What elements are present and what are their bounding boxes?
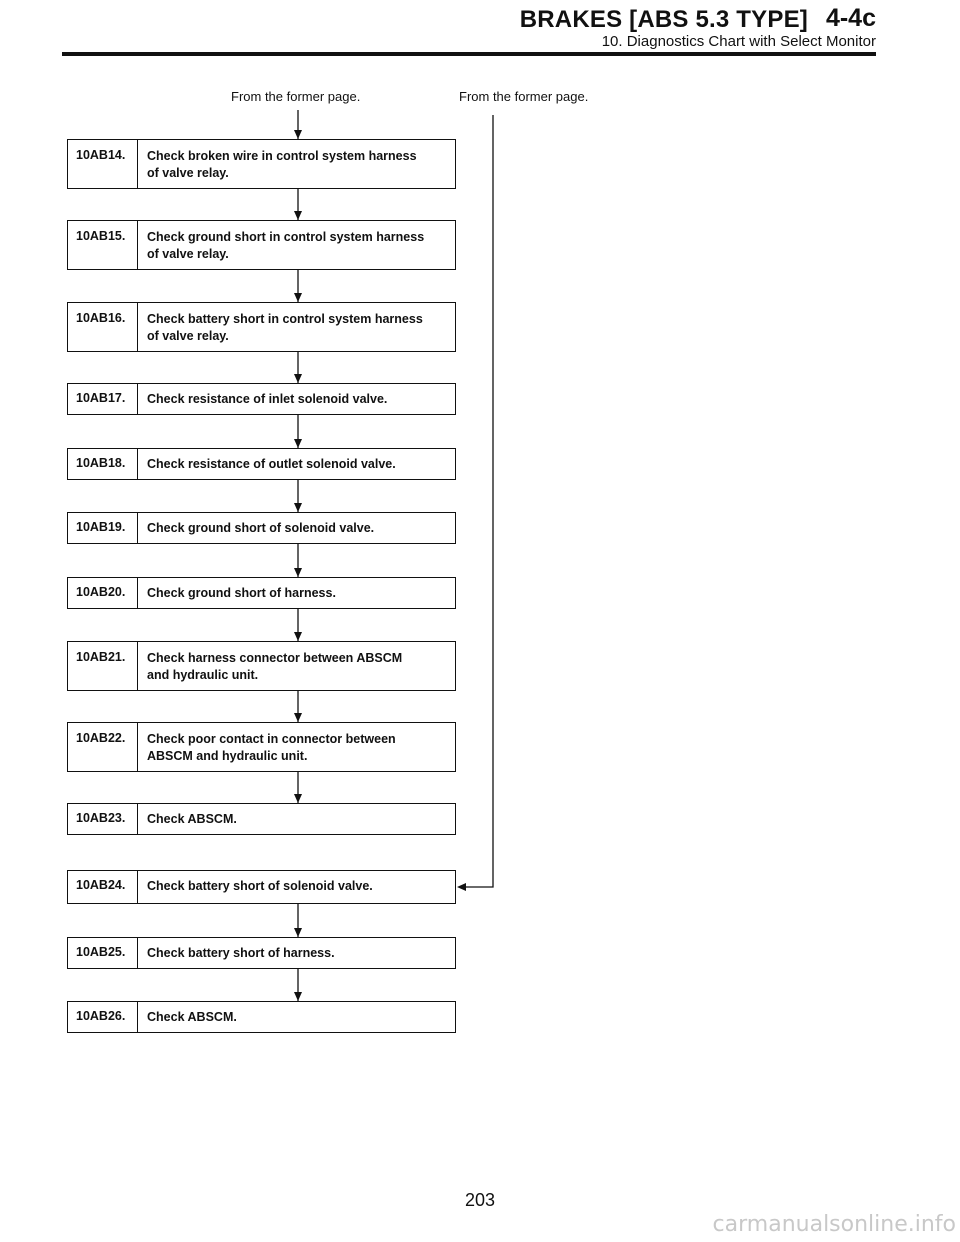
step-text-line: of valve relay.: [147, 247, 229, 261]
step-text-line: Check ground short of harness.: [147, 586, 336, 600]
step-box: [67, 722, 456, 772]
step-text: [147, 585, 449, 602]
step-box: [67, 870, 456, 904]
step-id: 10AB24.: [68, 871, 138, 903]
step-text: [147, 878, 449, 895]
step-id: 10AB18.: [68, 449, 138, 479]
step-box: [67, 383, 456, 415]
step-text-line: Check battery short of harness.: [147, 946, 335, 960]
step-text-line: ABSCM and hydraulic unit.: [147, 749, 308, 763]
step-box: [67, 512, 456, 544]
step-id: 10AB15.: [68, 221, 138, 269]
section-title: BRAKES [ABS 5.3 TYPE]: [519, 6, 808, 33]
step-text-line: Check ABSCM.: [147, 1010, 237, 1024]
step-text: [147, 945, 449, 962]
step-id: 10AB22.: [68, 723, 138, 771]
page-number: 203: [464, 1190, 496, 1210]
step-id: 10AB17.: [68, 384, 138, 414]
bypass-arrowhead: [457, 883, 466, 891]
step-box: [67, 641, 456, 691]
step-id: 10AB16.: [68, 303, 138, 351]
step-text-line: Check ABSCM.: [147, 812, 237, 826]
step-text-line: Check broken wire in control system harness: [147, 149, 417, 163]
step-id: 10AB26.: [68, 1002, 138, 1032]
step-box: [67, 139, 456, 189]
step-text-line: Check resistance of outlet solenoid valve.: [147, 457, 396, 471]
step-text-line: Check ground short of solenoid valve.: [147, 521, 375, 535]
watermark: carmanualsonline.info: [712, 1212, 956, 1237]
step-text-line: Check poor contact in connector between: [147, 732, 396, 746]
step-text-line: Check battery short of solenoid valve.: [147, 879, 373, 893]
step-text: [147, 731, 449, 765]
step-text-line: of valve relay.: [147, 166, 229, 180]
step-box: [67, 220, 456, 270]
section-code: 4-4c: [825, 4, 876, 32]
step-text: [147, 229, 449, 263]
step-id: 10AB14.: [68, 140, 138, 188]
step-id: 10AB21.: [68, 642, 138, 690]
from-former-page-right: From the former page.: [459, 89, 589, 104]
step-box: [67, 1001, 456, 1033]
step-text-line: Check battery short in control system harness: [147, 312, 423, 326]
step-box: [67, 577, 456, 609]
step-text: [147, 311, 449, 345]
bypass-line: [466, 115, 493, 887]
step-text-line: of valve relay.: [147, 329, 229, 343]
step-text: [147, 1009, 449, 1026]
step-text: [147, 148, 449, 182]
step-text: [147, 520, 449, 537]
step-text-line: Check harness connector between ABSCM: [147, 651, 403, 665]
step-id: 10AB19.: [68, 513, 138, 543]
step-text: [147, 456, 449, 473]
step-text: [147, 811, 449, 828]
from-former-page-left: From the former page.: [231, 89, 361, 104]
step-id: 10AB23.: [68, 804, 138, 834]
step-id: 10AB25.: [68, 938, 138, 968]
step-box: [67, 302, 456, 352]
step-text-line: Check ground short in control system harness: [147, 230, 425, 244]
step-box: [67, 937, 456, 969]
step-text-line: and hydraulic unit.: [147, 668, 259, 682]
step-text: [147, 650, 449, 684]
step-id: 10AB20.: [68, 578, 138, 608]
step-text: [147, 391, 449, 408]
section-subtitle: 10. Diagnostics Chart with Select Monitor: [601, 33, 876, 50]
step-box: [67, 803, 456, 835]
step-text-line: Check resistance of inlet solenoid valve.: [147, 392, 388, 406]
step-box: [67, 448, 456, 480]
